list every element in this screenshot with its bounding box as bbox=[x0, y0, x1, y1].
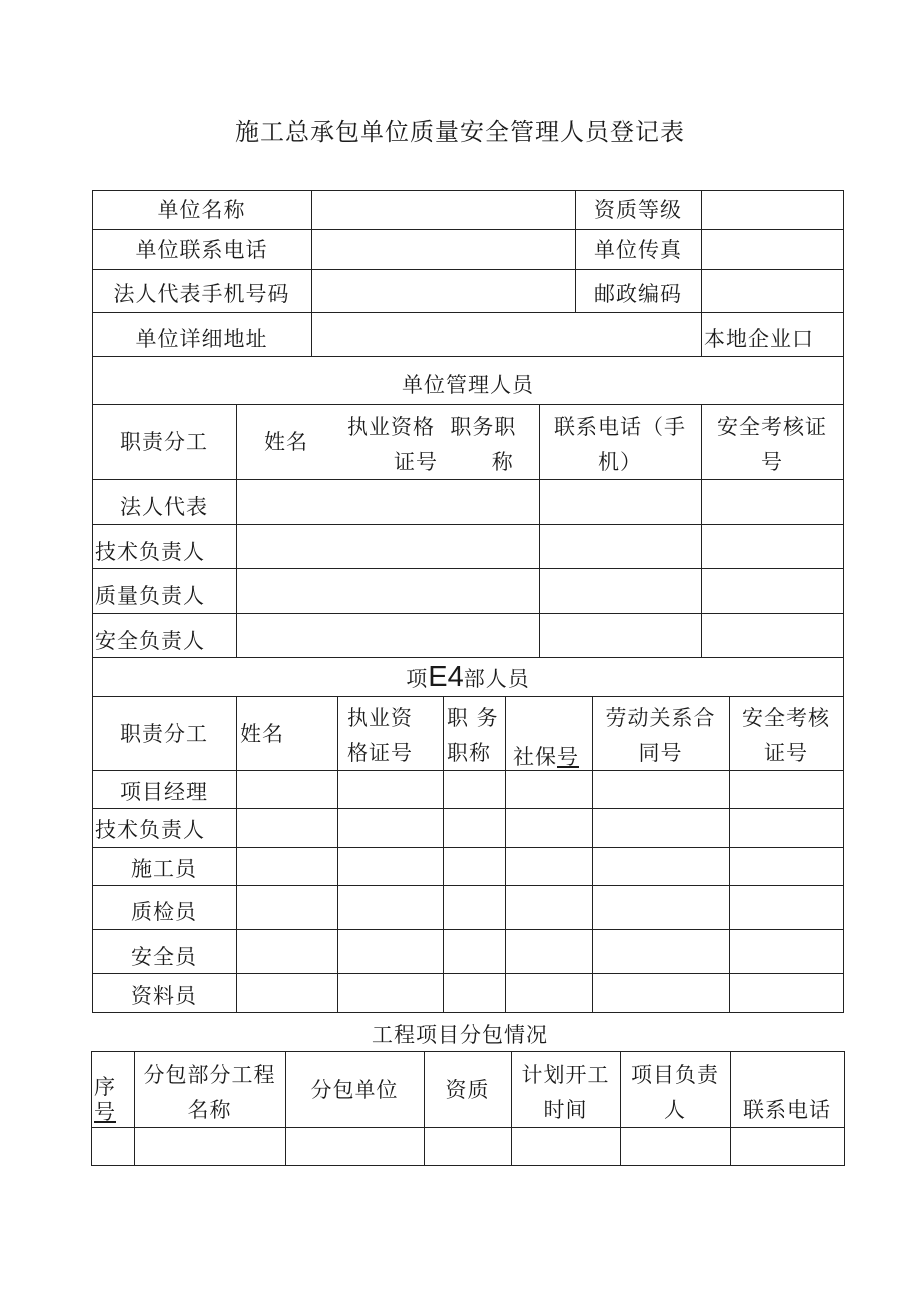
unit-fax-label: 单位传真 bbox=[594, 238, 682, 262]
sc-header-unit: 分包单位 bbox=[310, 1078, 399, 1102]
row-quality-lead: 质量负责人 bbox=[95, 584, 205, 608]
header-duty: 职责分工 bbox=[120, 430, 208, 454]
pd-header-duty: 职责分工 bbox=[120, 722, 208, 746]
unit-mgmt-title: 单位管理人员 bbox=[402, 373, 534, 397]
header-phone-line1: 联系电话（手 bbox=[554, 415, 686, 439]
pd-header-social-mark: 号 bbox=[557, 745, 579, 769]
postcode-label: 邮政编码 bbox=[594, 282, 682, 306]
pd-row-pm: 项目经理 bbox=[120, 780, 208, 804]
pd-row-qc: 质检员 bbox=[131, 900, 197, 924]
sc-header-lead-line1: 项目负责 bbox=[631, 1063, 719, 1087]
pd-header-social-label: 社保 bbox=[513, 745, 557, 769]
project-dept-title-suffix: 部人员 bbox=[463, 667, 530, 691]
sc-header-start-line1: 计划开工 bbox=[521, 1063, 610, 1087]
pd-row-safety: 安全员 bbox=[131, 945, 197, 969]
pd-header-social bbox=[513, 740, 579, 774]
legal-mobile-label: 法人代表手机号码 bbox=[113, 282, 290, 306]
pd-header-safety-line2: 证号 bbox=[764, 741, 808, 765]
address-label: 单位详细地址 bbox=[135, 327, 268, 351]
sc-header-seq-line1: 序 bbox=[94, 1075, 116, 1099]
pd-header-contract-line2: 同号 bbox=[638, 741, 683, 765]
sc-header-part-line2: 名称 bbox=[187, 1098, 232, 1122]
pd-header-title-line2: 职称 bbox=[447, 741, 491, 765]
header-phone-line2: 机） bbox=[598, 450, 642, 474]
pd-row-documents: 资料员 bbox=[131, 984, 197, 1008]
sc-header-contact: 联系电话 bbox=[743, 1098, 831, 1122]
pd-header-title-line1: 职 务 bbox=[447, 706, 499, 730]
project-dept-title-prefix: 项 bbox=[406, 667, 429, 691]
sc-header-seq-line2: 号 bbox=[94, 1100, 116, 1124]
qualification-label: 资质等级 bbox=[594, 198, 682, 222]
header-safety-line2: 号 bbox=[761, 450, 783, 474]
header-cert-title-line2: 证号 称 bbox=[394, 450, 514, 474]
unit-name-label: 单位名称 bbox=[157, 198, 246, 222]
project-dept-title-mid: E4 bbox=[428, 661, 464, 693]
header-cert-title-line1: 执业资格 职务职 bbox=[347, 415, 517, 439]
header-name: 姓名 bbox=[264, 430, 308, 454]
page-title: 施工总承包单位质量安全管理人员登记表 bbox=[235, 118, 685, 146]
pd-header-name: 姓名 bbox=[240, 722, 284, 746]
project-dept-title bbox=[92, 660, 844, 696]
sc-header-lead-line2: 人 bbox=[664, 1098, 686, 1122]
pd-row-tech-lead: 技术负责人 bbox=[95, 818, 205, 842]
local-enterprise-checkbox-label: 本地企业口 bbox=[704, 327, 814, 351]
row-safety-lead: 安全负责人 bbox=[95, 629, 205, 653]
sc-header-start-line2: 时间 bbox=[543, 1098, 588, 1122]
header-safety-line1: 安全考核证 bbox=[717, 415, 827, 439]
row-legal-rep: 法人代表 bbox=[120, 495, 208, 519]
pd-header-cert-line2: 格证号 bbox=[347, 741, 413, 765]
pd-header-contract-line1: 劳动关系合 bbox=[605, 706, 716, 730]
sc-header-qual: 资质 bbox=[445, 1078, 490, 1102]
sc-header-part-line1: 分包部分工程 bbox=[143, 1063, 276, 1087]
row-tech-lead: 技术负责人 bbox=[95, 540, 205, 564]
unit-phone-label: 单位联系电话 bbox=[135, 238, 268, 262]
pd-header-safety-line1: 安全考核 bbox=[742, 706, 830, 730]
pd-row-constructor: 施工员 bbox=[131, 857, 197, 881]
pd-header-cert-line1: 执业资 bbox=[347, 706, 413, 730]
subcontract-title: 工程项目分包情况 bbox=[372, 1023, 548, 1047]
